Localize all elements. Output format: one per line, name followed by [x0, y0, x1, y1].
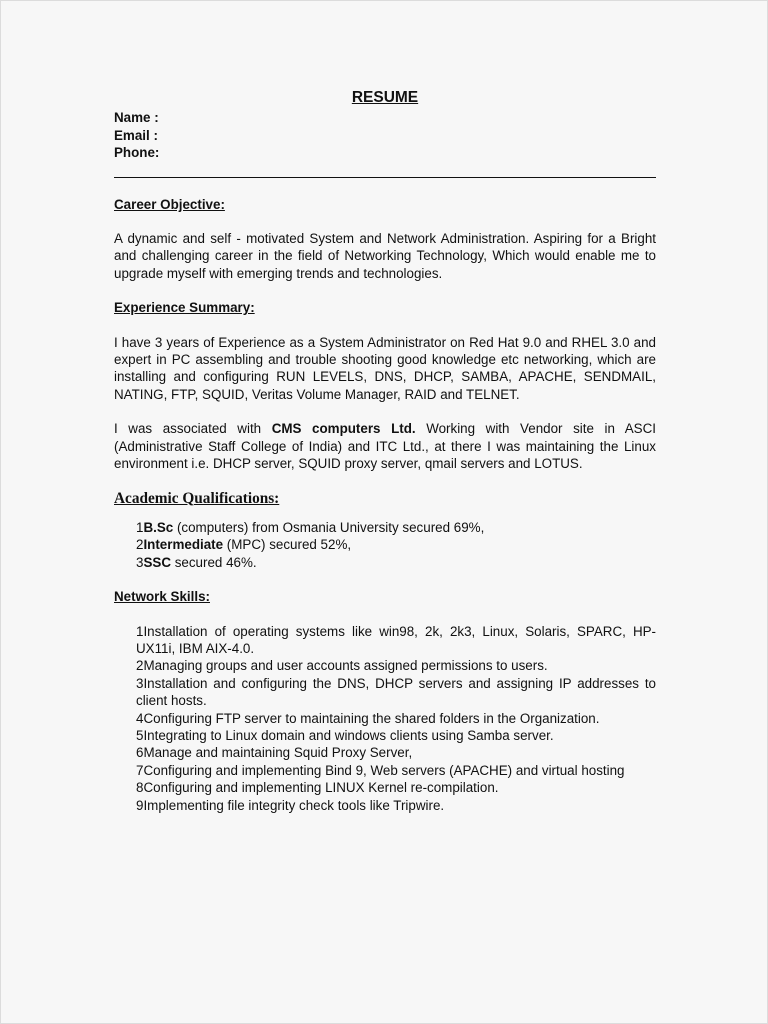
- academic-qualifications-heading: Academic Qualifications:: [114, 489, 280, 507]
- list-item: [136, 779, 656, 796]
- career-objective-text: A dynamic and self - motivated System and Network Administration. Aspiring for a Bright and challenging career in the field of Networking Technology, Which would enable me to upgrade myself with emerging trends and technologies.: [114, 231, 656, 281]
- company-name: CMS computers Ltd.: [271, 421, 416, 437]
- experience-paragraph-2: [114, 420, 656, 472]
- skill-text: Installation of operating systems like win98, 2k, 2k3, Linux, Solaris, SPARC, HP-UX11i, IBM AIX-4.0.: [136, 623, 656, 656]
- list-item: [136, 536, 656, 553]
- item-number: 8: [136, 780, 144, 796]
- list-item: [136, 657, 656, 674]
- list-item: [136, 675, 656, 710]
- item-number: 7: [136, 762, 144, 778]
- list-item: [136, 744, 656, 761]
- degree-name: B.Sc: [143, 519, 174, 535]
- name-label: Name :: [114, 110, 159, 126]
- experience-text-pre: I was associated with: [114, 421, 272, 437]
- degree-details: secured 46%.: [171, 554, 257, 570]
- list-item: [136, 554, 656, 571]
- contact-block: [114, 109, 656, 161]
- item-number: 5: [136, 727, 144, 743]
- degree-name: SSC: [143, 554, 171, 570]
- career-objective-heading: Career Objective:: [114, 196, 225, 212]
- skill-text: Implementing file integrity check tools like Tripwire.: [143, 797, 445, 813]
- list-item: [136, 727, 656, 744]
- item-number: 9: [136, 797, 144, 813]
- item-number: 2: [136, 658, 144, 674]
- item-number: 1: [136, 623, 144, 639]
- item-number: 2: [136, 537, 144, 553]
- list-item: [136, 797, 656, 814]
- item-number: 3: [136, 554, 144, 570]
- skill-text: Manage and maintaining Squid Proxy Server,: [143, 745, 413, 761]
- list-item: [136, 519, 656, 536]
- list-item: [136, 710, 656, 727]
- skill-text: Installation and configuring the DNS, DHCP servers and assigning IP addresses to client hosts.: [136, 675, 656, 709]
- email-label: Email :: [114, 127, 158, 143]
- item-number: 6: [136, 745, 144, 761]
- degree-name: Intermediate: [143, 537, 224, 553]
- resume-content: [114, 89, 656, 831]
- phone-label: Phone:: [114, 145, 160, 161]
- skill-text: Configuring and implementing LINUX Kernel re-compilation.: [143, 780, 499, 796]
- network-skills-list: [114, 623, 656, 814]
- item-number: 4: [136, 710, 144, 726]
- item-number: 1: [136, 519, 144, 535]
- skill-text: Configuring and implementing Bind 9, Web servers (APACHE) and virtual hosting: [143, 762, 625, 778]
- list-item: [136, 762, 656, 779]
- skill-text: Managing groups and user accounts assigned permissions to users.: [143, 658, 548, 674]
- list-item: [136, 623, 656, 658]
- item-number: 3: [136, 675, 144, 691]
- horizontal-divider: [114, 177, 656, 178]
- skill-text: Configuring FTP server to maintaining the shared folders in the Organization.: [143, 710, 600, 726]
- resume-title: RESUME: [351, 89, 419, 106]
- experience-paragraph-1: I have 3 years of Experience as a System Administrator on Red Hat 9.0 and RHEL 3.0 and expert in PC assembling and trouble shooting good knowledge etc networking, which are installing and configuring RUN LEVELS, DNS, DHCP, SAMBA, APACHE, SENDMAIL, NATING, FTP, SQUID, Veritas Volume Manager, RAID and TELNET.: [114, 334, 656, 402]
- skill-text: Integrating to Linux domain and windows clients using Samba server.: [143, 727, 554, 743]
- experience-summary-heading: Experience Summary:: [114, 300, 255, 316]
- network-skills-heading: Network Skills:: [114, 589, 210, 605]
- degree-details: (MPC) secured 52%,: [223, 537, 352, 553]
- experience-text-post: Working with Vendor site in ASCI (Administrative Staff College of India) and ITC Ltd., at there I was maintaining the Linux environment i.e. DHCP server, SQUID proxy server, qmail servers and LOTUS.: [114, 421, 657, 472]
- degree-details: (computers) from Osmania University secured 69%,: [173, 519, 485, 535]
- academic-list: [114, 519, 656, 571]
